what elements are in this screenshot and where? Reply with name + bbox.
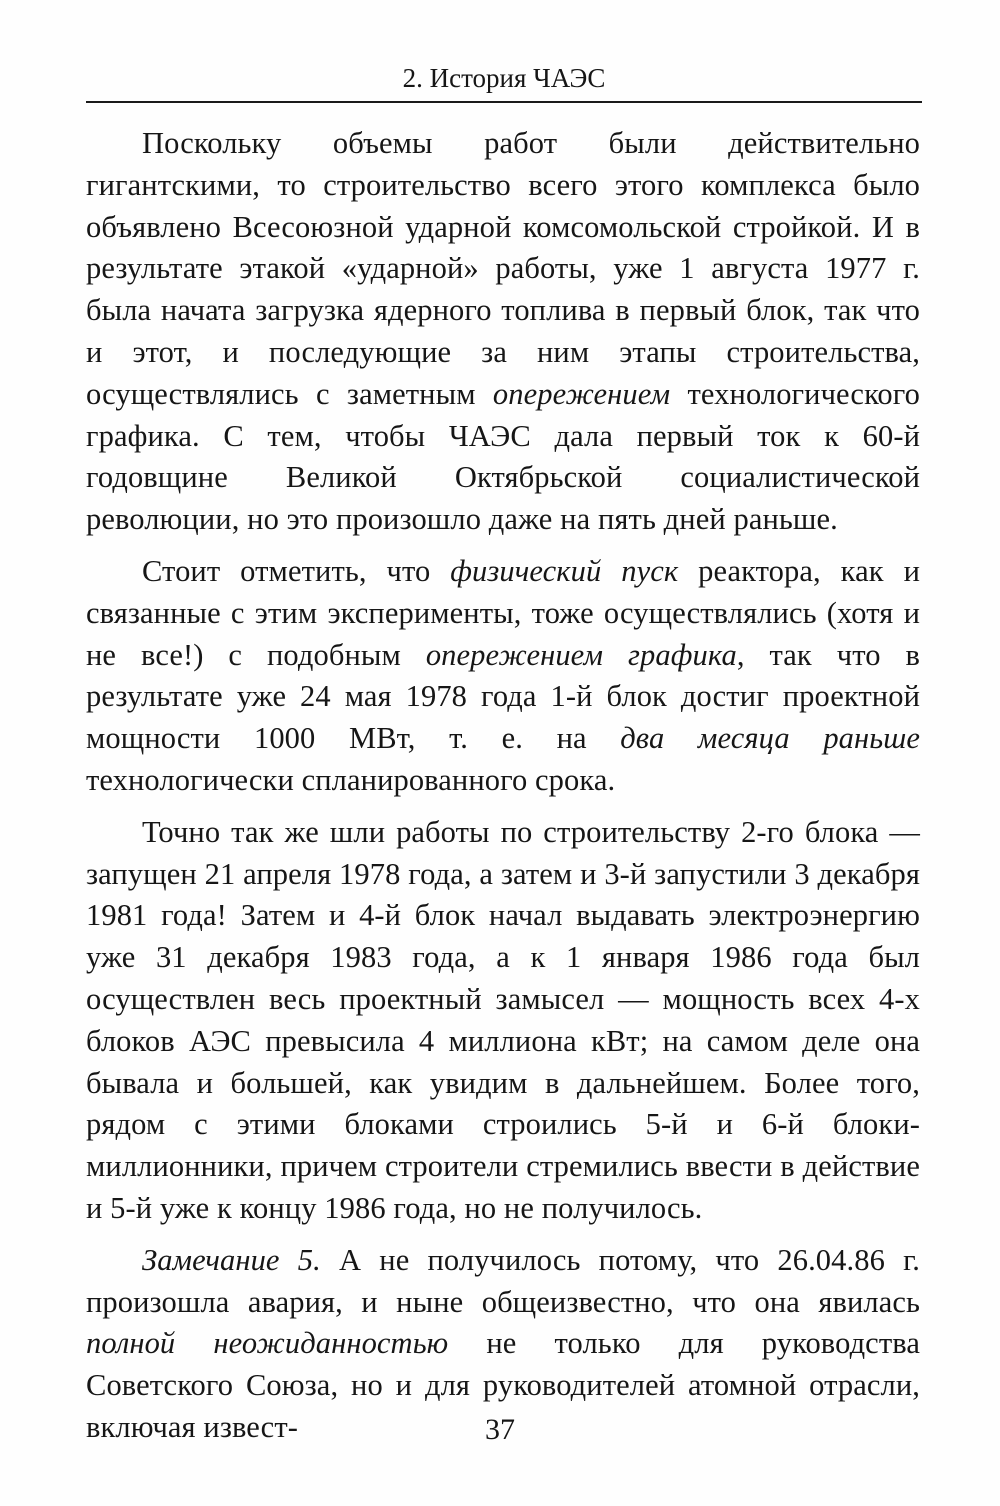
paragraph-2-emphasis-3: два месяца раньше xyxy=(620,721,920,756)
paragraph-4-text-2: не только для руководства Советского Союза, но и для руководителей атомной отрасли, включая извест- xyxy=(86,1326,920,1444)
body-text xyxy=(86,123,920,1459)
paragraph-3-text-1: Точно так же шли работы по строительству 2-го блока — запущен 21 апреля 1978 года, а затем и 3-й запустили 3 декабря 1981 года! Затем и 4-й блок начал выдавать электроэнергию уже 31 декабря 1983 года, а к 1 января 1986 года был осуществлен весь проектный замысел — мощность всех 4-х блоков АЭС превысила 4 миллиона кВт; на самом деле она бывала и большей, как увидим в дальнейшем. Более того, рядом с этими блоками строились 5-й и 6-й блоки-миллионники, причем строители стремились ввести в действие и 5-й уже к концу 1986 года, но не получилось. xyxy=(86,814,920,1225)
paragraph-2-text-3: , так что в результате уже 24 мая 1978 года 1-й блок достиг проектной мощности 1000 МВт, т. е. на xyxy=(86,637,921,756)
paragraph-4-emphasis-1: полной неожиданностью xyxy=(86,1326,449,1361)
paragraph-1 xyxy=(86,123,920,541)
paragraph-2-text-1: Стоит отметить, что xyxy=(142,553,451,588)
paragraph-1-text-1: Поскольку объемы работ были действительно гигантскими, то строительство всего этого комплекса было объявлено Всесоюзной ударной комсомольской стройкой. И в результате этакой «ударной» работы, уже 1 августа 1977 г. была начата загрузка ядерного топлива в первый блок, так что и этот, и последующие за ним этапы строительства, осуществлялись с заметным xyxy=(86,126,920,411)
paragraph-3 xyxy=(86,812,920,1230)
paragraph-2-text-2: реактора, как и связанные с этим эксперименты, тоже осуществлялись (хотя и не все!) с подобным xyxy=(86,553,920,672)
paragraph-1-emphasis-1: опережением xyxy=(492,376,671,411)
paragraph-4-text-1: А не получилось потому, что 26.04.86 г. произошла авария, и ныне общеизвестно, что она явилась xyxy=(86,1242,920,1319)
page-number: 37 xyxy=(485,1413,515,1446)
header-rule xyxy=(86,101,922,103)
paragraph-1-text-2: технологического графика. С тем, чтобы ЧАЭС дала первый ток к 60-й годовщине Великой Октябрьской социалистической революции, но это произошло даже на пять дней раньше. xyxy=(86,376,920,537)
running-head: 2. История ЧАЭС xyxy=(402,63,606,93)
remark-label: Замечание 5. xyxy=(142,1242,321,1277)
paragraph-2-emphasis-1: физический пуск xyxy=(450,553,679,588)
paragraph-2-emphasis-2: опережением графика xyxy=(425,637,737,672)
paragraph-2-text-4: технологически спланированного срока. xyxy=(86,762,616,797)
paragraph-2 xyxy=(86,551,920,802)
